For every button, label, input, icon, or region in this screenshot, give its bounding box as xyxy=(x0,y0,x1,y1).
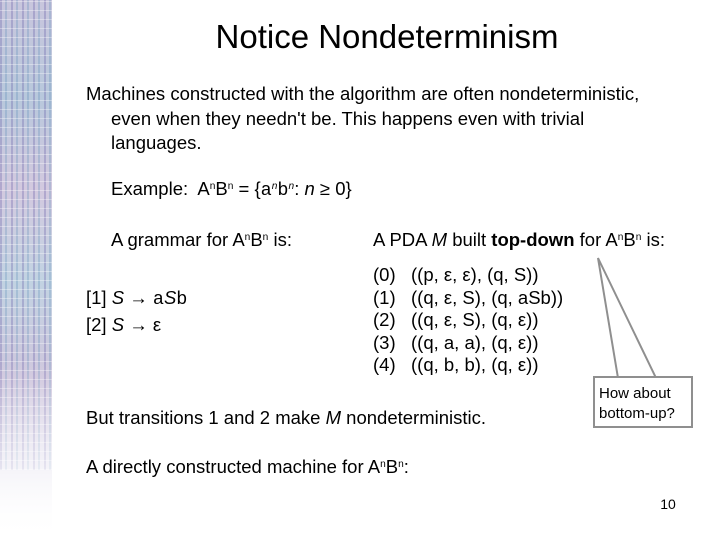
transition-row: (3) ((q, a, a), (q, ε)) xyxy=(373,331,539,353)
transition-row: (0) ((p, ε, ε), (q, S)) xyxy=(373,264,539,285)
intro-line-2: even when they needn't be. This happens even with trivial xyxy=(111,107,585,129)
page-number: 10 xyxy=(660,496,676,512)
transition-row: (2) ((q, ε, S), (q, ε)) xyxy=(373,309,539,330)
transition-row: (4) ((q, b, b), (q, ε)) xyxy=(373,354,539,375)
direct-machine-line: A directly constructed machine for $A^nB^n$: xyxy=(86,456,409,477)
intro-line-1: Machines constructed with the algorithm are often nondeterministic, xyxy=(86,83,640,104)
intro-line-3: languages. xyxy=(111,132,202,153)
top-down-keyword: top-down xyxy=(491,229,575,250)
example-label: Example: xyxy=(111,178,189,199)
grammar-rule: [2] S → ε xyxy=(86,313,162,335)
pda-heading: A PDA M built top-down for $A^nB^n$ is: xyxy=(373,229,665,250)
callout-box: How about bottom-up? xyxy=(593,376,693,428)
grammar-heading: A grammar for $A^nB^n$ is: xyxy=(111,229,292,250)
nondeterminism-note: But transitions 1 and 2 make M nondeterministic. xyxy=(86,407,487,428)
slide-title: Notice Nondeterminism xyxy=(215,18,559,55)
grammar-rule: [1] S → aSb xyxy=(86,287,188,310)
transition-row: (1) ((q, ε, S), (q, aSb)) xyxy=(373,286,564,308)
example-line: Example: $A^nB^n = \{a^nb^n$: n ≥ 0} xyxy=(111,178,352,201)
